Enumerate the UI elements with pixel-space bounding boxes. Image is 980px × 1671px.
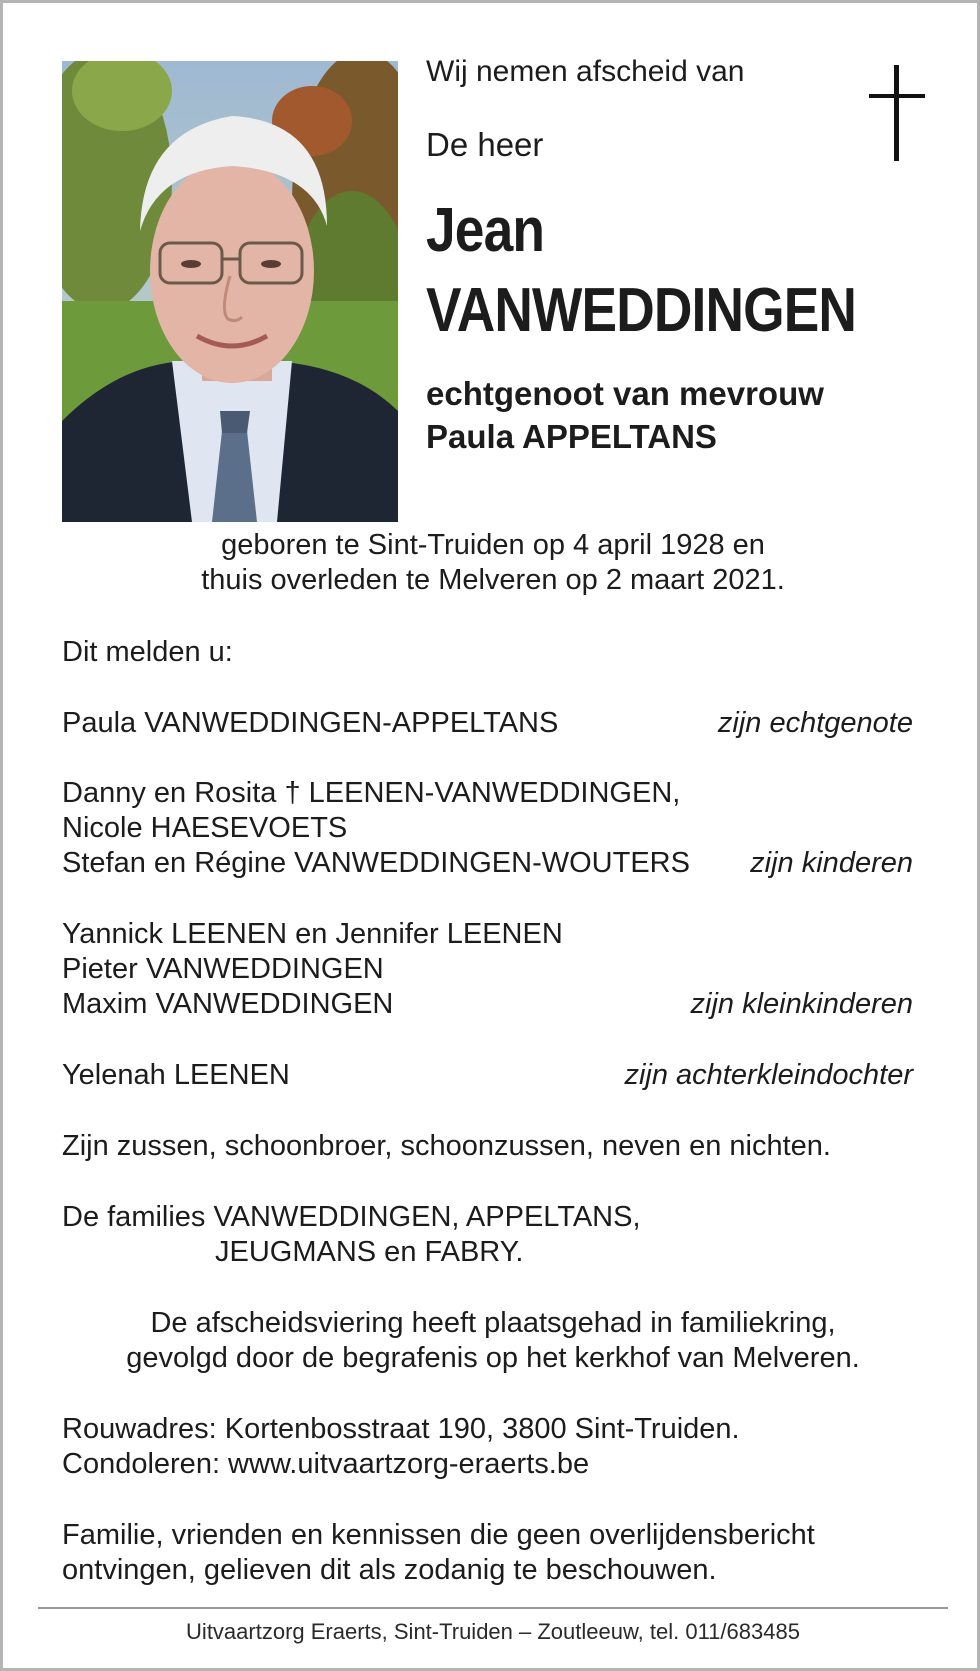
spouse-name: Paula VANWEDDINGEN-APPELTANS bbox=[62, 707, 559, 739]
cross-icon bbox=[869, 65, 925, 161]
last-name: VANWEDDINGEN bbox=[426, 276, 857, 345]
great-grandchild-role: zijn achterkleindochter bbox=[624, 1059, 913, 1091]
spouse-role: zijn echtgenote bbox=[717, 707, 913, 739]
condolences-line: Condoleren: www.uitvaartzorg-eraerts.be bbox=[62, 1448, 590, 1480]
child-line: Stefan en Régine VANWEDDINGEN-WOUTERS bbox=[62, 847, 690, 879]
children-role: zijn kinderen bbox=[750, 847, 913, 879]
birth-line: geboren te Sint-Truiden op 4 april 1928 en bbox=[221, 529, 765, 561]
spouse-line-1: echtgenoot van mevrouw bbox=[426, 375, 824, 412]
announce-text: Dit melden u: bbox=[62, 636, 233, 668]
address-line: Rouwadres: Kortenbosstraat 190, 3800 Sint-Truiden. bbox=[62, 1413, 740, 1445]
salutation: De heer bbox=[426, 126, 544, 163]
child-line: Nicole HAESEVOETS bbox=[62, 812, 348, 844]
notice-line-1: Familie, vrienden en kennissen die geen overlijdensbericht bbox=[62, 1519, 815, 1551]
families-line-2: JEUGMANS en FABRY. bbox=[215, 1236, 524, 1268]
footer-text: Uitvaartzorg Eraerts, Sint-Truiden – Zoutleeuw, tel. 011/683485 bbox=[186, 1619, 800, 1644]
spouse-line-2: Paula APPELTANS bbox=[426, 418, 717, 455]
grandchild-line: Yannick LEENEN en Jennifer LEENEN bbox=[62, 918, 563, 950]
families-line-1: De families VANWEDDINGEN, APPELTANS, bbox=[62, 1201, 641, 1233]
grandchild-line: Pieter VANWEDDINGEN bbox=[62, 953, 384, 985]
grandchildren-role: zijn kleinkinderen bbox=[690, 988, 913, 1020]
footer-divider bbox=[38, 1607, 948, 1609]
notice-line-2: ontvingen, gelieven dit als zodanig te beschouwen. bbox=[62, 1554, 717, 1586]
grandchild-line: Maxim VANWEDDINGEN bbox=[62, 988, 394, 1020]
death-line: thuis overleden te Melveren op 2 maart 2021. bbox=[201, 564, 785, 596]
first-name: Jean bbox=[426, 196, 545, 265]
portrait-photo bbox=[62, 61, 398, 522]
ceremony-line-2: gevolgd door de begrafenis op het kerkhof van Melveren. bbox=[126, 1342, 860, 1374]
intro-text: Wij nemen afscheid van bbox=[426, 55, 745, 88]
relatives-line: Zijn zussen, schoonbroer, schoonzussen, neven en nichten. bbox=[62, 1130, 831, 1162]
great-grandchild-name: Yelenah LEENEN bbox=[62, 1059, 290, 1091]
ceremony-line-1: De afscheidsviering heeft plaatsgehad in familiekring, bbox=[150, 1307, 836, 1339]
child-line: Danny en Rosita † LEENEN-VANWEDDINGEN, bbox=[62, 777, 681, 809]
